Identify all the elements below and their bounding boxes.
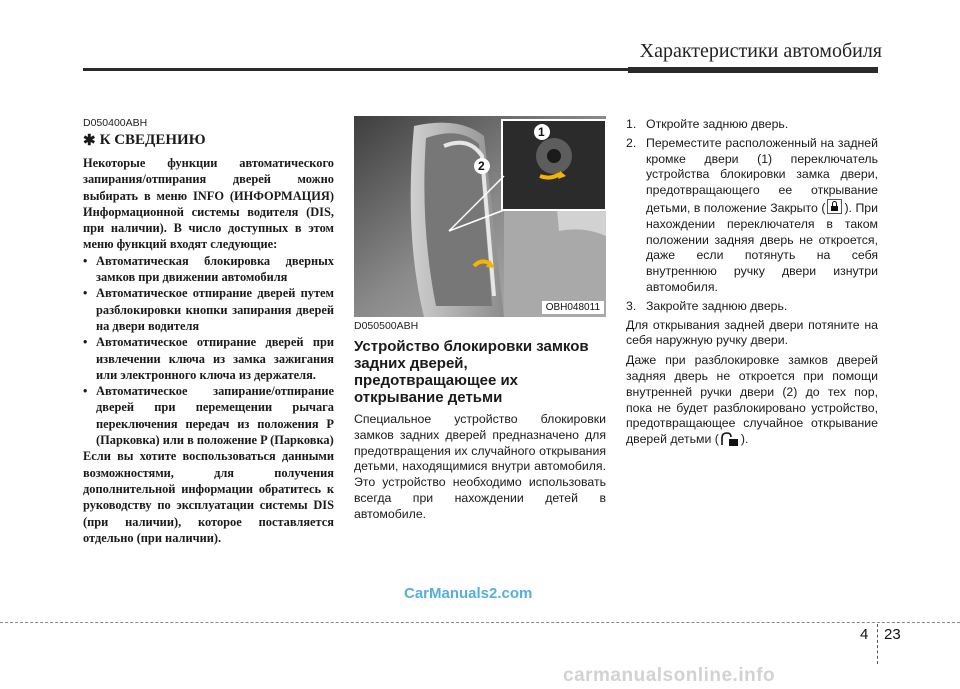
- unlock-note-text: Даже при разблокировке замков дверей задняя дверь не откроется при помощи внутренней ручки двери (2) до тех пор, пока не будет разблокировано устройство, предотвращающее случайное открывание дверей детьми (: [626, 353, 878, 447]
- figure-code: OBH048011: [542, 301, 604, 314]
- steps-list: [626, 117, 878, 315]
- section-code: D050400ABH: [83, 117, 148, 129]
- site-watermark: CarManuals2.com: [404, 585, 533, 602]
- step-text-cont: ). При нахождении переключателя в таком положении задняя дверь не откроется, даже если потянуть на себя внутреннюю ручку двери изнутри автомобиля.: [646, 200, 879, 294]
- list-item: • Автоматическое отпирание дверей при извлечении ключа из замка зажигания или электронного ключа из держателя.: [83, 334, 334, 383]
- step-number: 2.: [626, 135, 637, 150]
- list-item: [626, 136, 878, 296]
- footer-rule: [0, 622, 960, 623]
- step-text: Откройте заднюю дверь.: [646, 117, 789, 131]
- note-column: [83, 117, 334, 546]
- unlock-symbol-icon: [720, 432, 740, 446]
- step-number: 1.: [626, 117, 637, 131]
- rear-door-photo: [354, 116, 606, 317]
- list-item: [626, 117, 878, 133]
- child-lock-column: [354, 320, 606, 523]
- step-number: 3.: [626, 298, 637, 313]
- page-number-divider: [877, 624, 879, 664]
- unlock-note-text-end: ).: [740, 432, 749, 447]
- rear-door-illustration: [354, 116, 606, 317]
- note-feature-list: [83, 253, 334, 449]
- callout-2: 2: [478, 159, 485, 173]
- note-heading: [83, 131, 334, 150]
- bottom-watermark: carmanualsonline.info: [563, 665, 776, 686]
- note-intro: Некоторые функции автоматического запирания/отпирания дверей можно выбирать в меню INFO (ИНФОРМАЦИЯ) Информационной системы водителя (DIS, при наличии). В число доступных в этом меню функций входят следующие:: [83, 156, 334, 252]
- step-text: Переместите расположенный на задней кромке двери (1) переключатель устройства блокировки замка двери, предотвращающего ее открывание детьми, в положение Закрыто (: [646, 135, 878, 215]
- page-number: 23: [884, 626, 901, 643]
- open-door-paragraph: Для открывания задней двери потяните на себя наружную ручку двери.: [626, 317, 878, 348]
- header-rule-accent: [628, 67, 878, 73]
- list-item: • Автоматическое отпирание дверей путем разблокировки кнопки запирания дверей на двери водителя: [83, 285, 334, 334]
- section-code: D050500ABH: [354, 320, 419, 332]
- lock-icon: [827, 199, 842, 214]
- section-body: Специальное устройство блокировки замков задних дверей предназначено для предотвращения их случайного открывания детьми, находящимися внутри автомобиля. Это устройство необходимо использовать всегда при нахождении детей в автомобиле.: [354, 412, 606, 521]
- chapter-number: 4: [860, 626, 869, 643]
- step-text: Закройте заднюю дверь.: [646, 298, 788, 313]
- page-header-title: Характеристики автомобиля: [639, 40, 882, 62]
- callout-1: 1: [538, 125, 545, 139]
- note-outro: Если вы хотите воспользоваться данными возможностями, для получения дополнительной информации обратитесь к руководству по эксплуатации системы DIS (при наличии), которое поставляется отдельно (при наличии).: [83, 449, 334, 545]
- asterisk-icon: ✱: [83, 133, 96, 149]
- section-heading: Устройство блокировки замков задних дверей, предотвращающее их открывание детьми: [354, 338, 589, 406]
- list-item: • Автоматическое запирание/отпирание дверей при перемещении рычага переключения передач из положения P (Парковка) или в положение P (Парковка): [83, 383, 334, 448]
- list-item: [626, 299, 878, 315]
- instructions-column: [626, 117, 878, 452]
- unlock-note-paragraph: [626, 353, 878, 448]
- note-heading-text: К СВЕДЕНИЮ: [99, 132, 206, 148]
- list-item: • Автоматическая блокировка дверных замков при движении автомобиля: [83, 253, 334, 286]
